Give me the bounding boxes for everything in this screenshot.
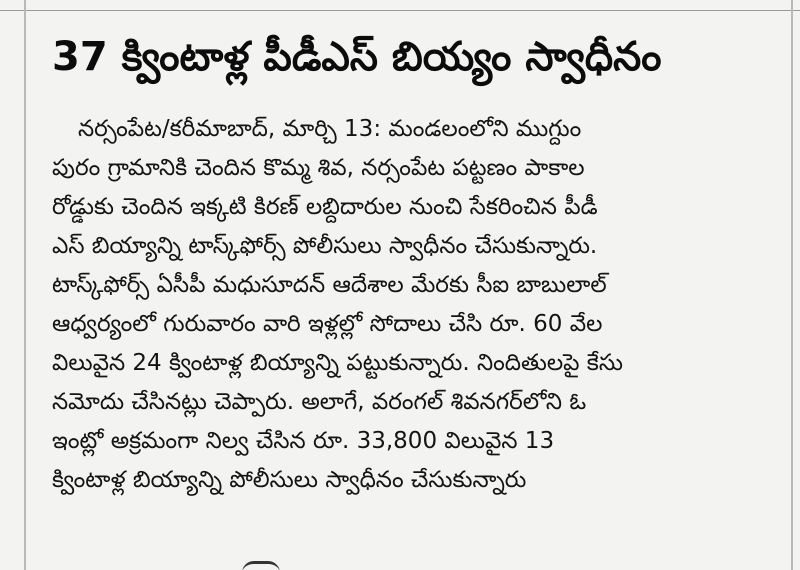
article-line: రోడ్డుకు చెందిన ఇక్కటి కిరణ్ లబ్దిదారుల నుంచి సేకరించిన పీడీ bbox=[52, 194, 598, 220]
article-line: ఎస్ బియ్యాన్ని టాస్క్‌ఫోర్స్ పోలీసులు స్వాధీనం చేసుకున్నారు. bbox=[52, 233, 598, 259]
top-rule bbox=[0, 10, 800, 11]
article-line: విలువైన 24 క్వింటాళ్ల బియ్యాన్ని పట్టుకున్నారు. నిందితులపై కేసు bbox=[52, 350, 623, 376]
article-line: నర్సంపేట/కరీమాబాద్, మార్చి 13: మండలంలోని ముగ్దుం bbox=[78, 116, 582, 142]
cropped-text-fragment bbox=[242, 561, 280, 570]
article-line: క్వింటాళ్ల బియ్యాన్ని పోలీసులు స్వాధీనం చేసుకున్నారు bbox=[52, 467, 527, 493]
article-line: ఆధ్వర్యంలో గురువారం వారి ఇళ్లల్లో సోదాలు చేసి రూ. 60 వేల bbox=[52, 311, 603, 337]
article-line: ఇంట్లో అక్రమంగా నిల్వ చేసిన రూ. 33,800 విలువైన 13 bbox=[52, 428, 555, 454]
article-line: టాస్క్‌ఫోర్స్ ఏసీపీ మధుసూదన్ ఆదేశాల మేరకు సీఐ బాబులాల్ bbox=[52, 272, 607, 298]
article-line: పురం గ్రామానికి చెందిన కొమ్మ శివ, నర్సంపేట పట్టణం పాకాల bbox=[52, 155, 585, 181]
article-line: నమోదు చేసినట్లు చెప్పారు. అలాగే, వరంగల్ శివనగర్‌లోని ఓ bbox=[52, 389, 587, 415]
article-body bbox=[52, 110, 780, 500]
news-article bbox=[52, 28, 780, 500]
left-column-rule bbox=[24, 0, 26, 570]
right-column-rule bbox=[791, 0, 793, 570]
article-headline: 37 క్వింటాళ్ల పీడీఎస్ బియ్యం స్వాధీనం bbox=[52, 34, 662, 80]
